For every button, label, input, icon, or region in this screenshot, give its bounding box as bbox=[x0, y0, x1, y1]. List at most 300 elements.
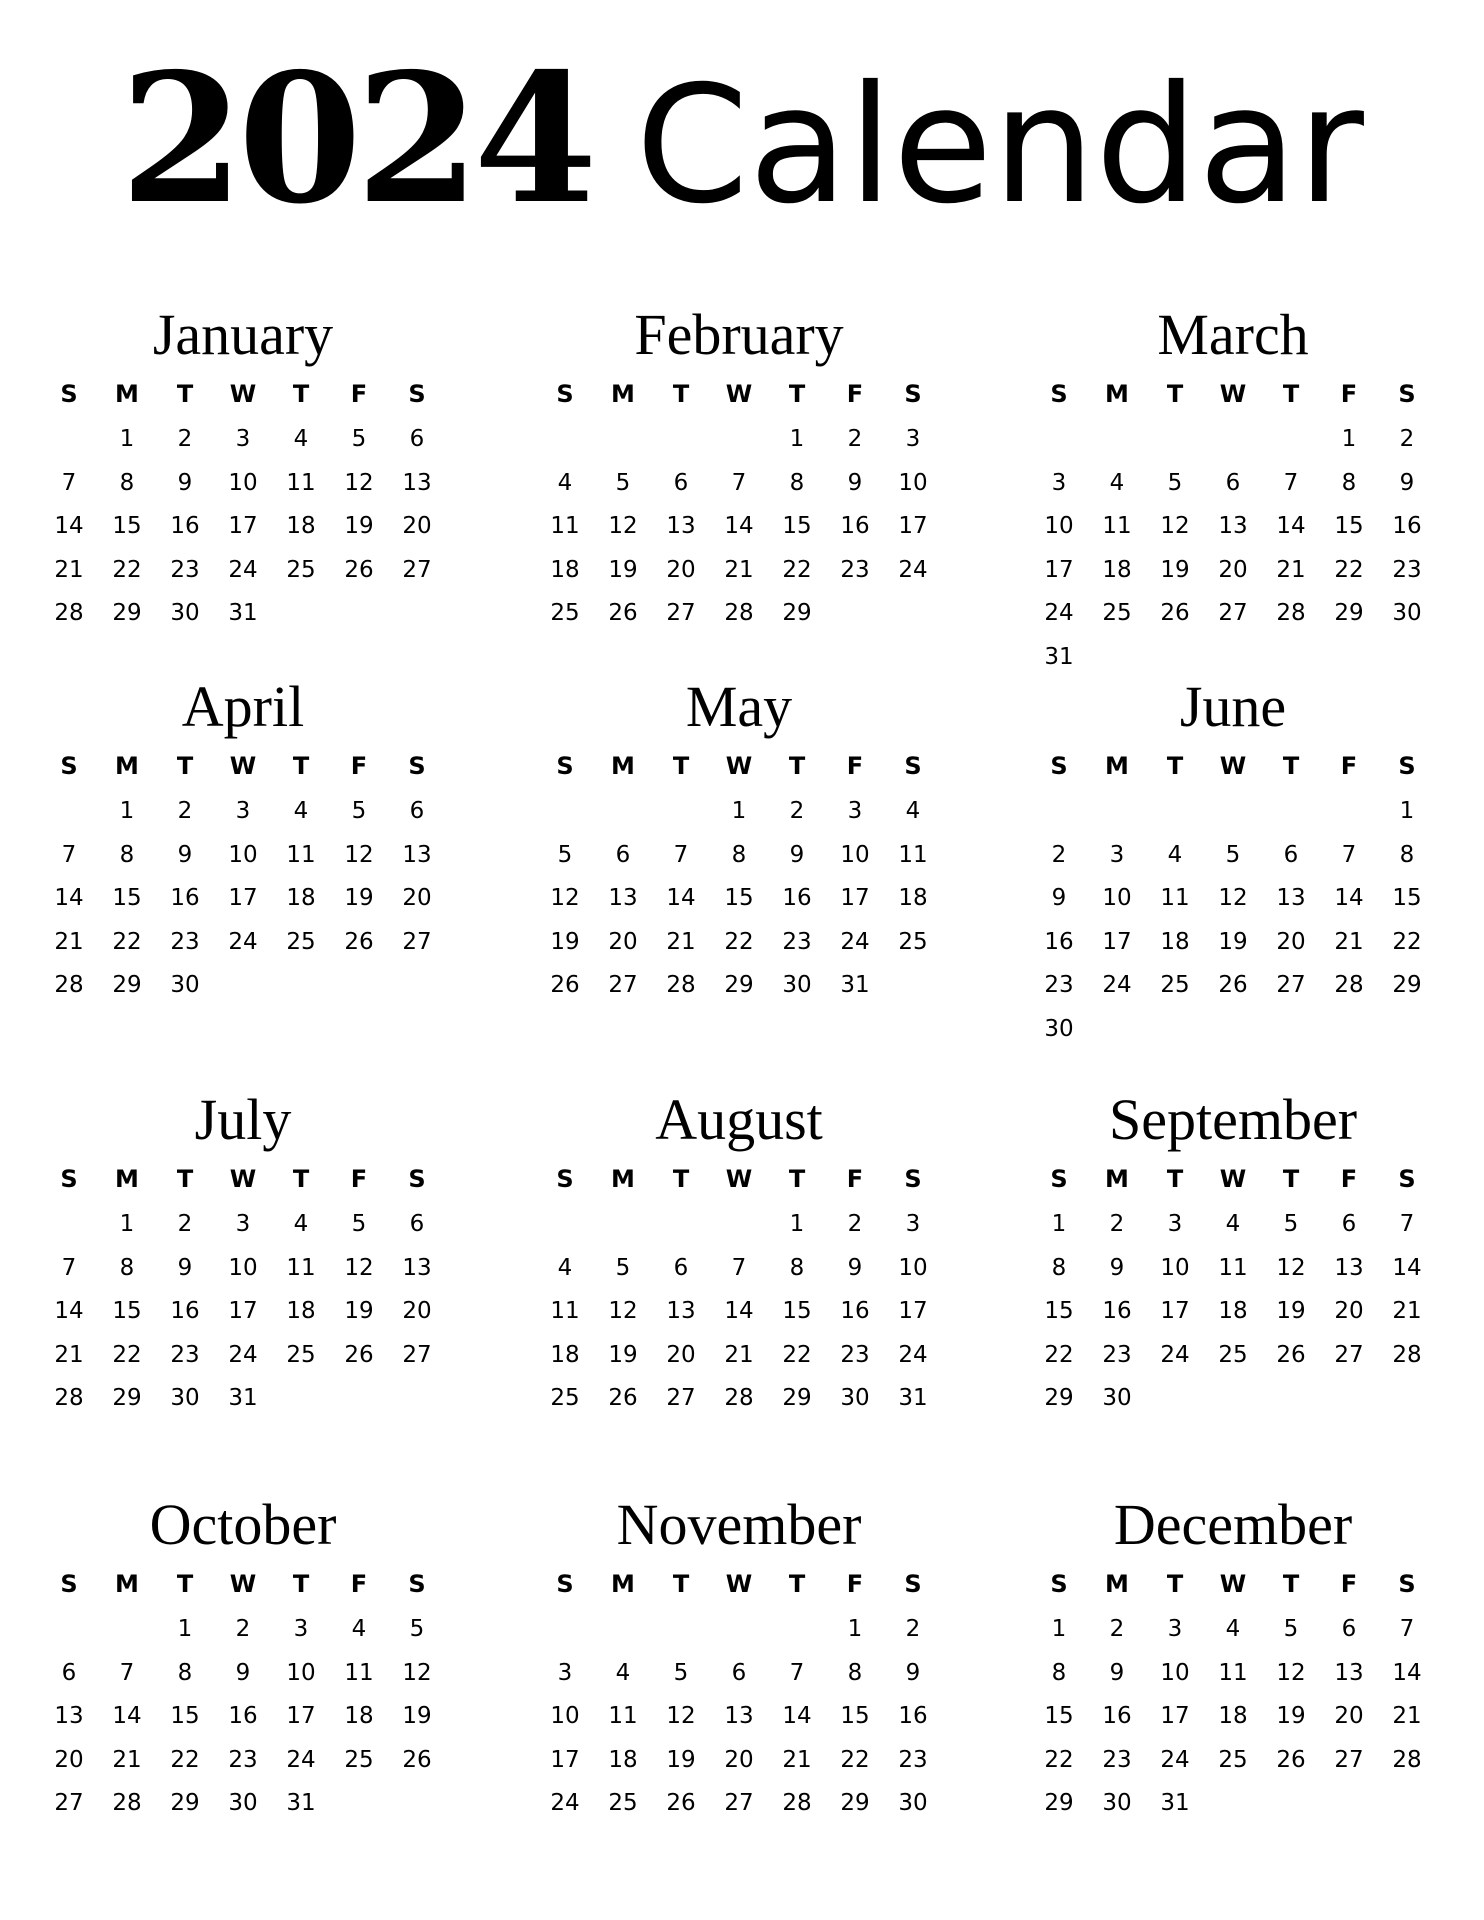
day-cell: 24 bbox=[1160, 1341, 1190, 1368]
day-cell: 2 bbox=[177, 426, 193, 452]
day-cell: 13 bbox=[54, 1703, 84, 1730]
day-cell: 31 bbox=[228, 1385, 258, 1412]
day-cell: 30 bbox=[782, 972, 812, 999]
day-cell: 10 bbox=[898, 1254, 928, 1281]
empty-day-cell bbox=[40, 790, 98, 834]
day-cell: 29 bbox=[724, 972, 754, 999]
day-cell: 5 bbox=[1283, 1616, 1299, 1642]
day-cell: 7 bbox=[673, 841, 689, 868]
weekday-header: M bbox=[611, 1165, 635, 1193]
day-cell: 25 bbox=[344, 1746, 374, 1773]
day-cell: 22 bbox=[1044, 1746, 1074, 1773]
day-cell: 4 bbox=[293, 1211, 309, 1237]
day-cell: 25 bbox=[898, 928, 928, 955]
day-cell: 15 bbox=[1044, 1703, 1074, 1730]
weekday-header: S bbox=[1050, 1570, 1068, 1598]
day-cell: 21 bbox=[1392, 1298, 1422, 1325]
day-cell: 15 bbox=[112, 885, 142, 912]
weekday-header: T bbox=[1282, 752, 1300, 780]
month-grid bbox=[536, 742, 942, 1008]
month-grid bbox=[1030, 1155, 1436, 1421]
day-cell: 29 bbox=[112, 972, 142, 999]
empty-day-cell bbox=[652, 1608, 710, 1652]
weekday-header: T bbox=[292, 380, 310, 408]
day-cell: 13 bbox=[1334, 1254, 1364, 1281]
weekday-header: T bbox=[292, 1570, 310, 1598]
empty-day-cell bbox=[594, 1203, 652, 1247]
day-cell: 29 bbox=[1044, 1385, 1074, 1412]
day-cell: 18 bbox=[550, 556, 580, 583]
day-cell: 27 bbox=[54, 1790, 84, 1817]
day-cell: 26 bbox=[550, 972, 580, 999]
weekday-header: W bbox=[1219, 752, 1247, 780]
empty-day-cell bbox=[1088, 790, 1146, 834]
weekday-header: F bbox=[846, 1570, 864, 1598]
day-cell: 27 bbox=[402, 928, 432, 955]
empty-day-cell bbox=[652, 790, 710, 834]
weekday-header: M bbox=[115, 1165, 139, 1193]
day-cell: 9 bbox=[789, 841, 805, 868]
day-cell: 23 bbox=[898, 1746, 928, 1773]
day-cell: 31 bbox=[1160, 1790, 1190, 1817]
month-grid bbox=[536, 1155, 942, 1421]
day-cell: 22 bbox=[112, 928, 142, 955]
day-cell: 9 bbox=[177, 469, 193, 496]
month-name: February bbox=[634, 302, 844, 367]
day-cell: 24 bbox=[550, 1790, 580, 1817]
day-cell: 28 bbox=[1392, 1341, 1422, 1368]
day-cell: 26 bbox=[344, 556, 374, 583]
day-cell: 1 bbox=[789, 426, 805, 452]
weekday-header: F bbox=[1340, 1570, 1358, 1598]
day-cell: 16 bbox=[782, 885, 812, 912]
month-name: March bbox=[1157, 302, 1309, 367]
day-cell: 15 bbox=[1392, 885, 1422, 912]
day-cell: 29 bbox=[1334, 600, 1364, 627]
day-cell: 30 bbox=[898, 1790, 928, 1817]
day-cell: 23 bbox=[228, 1746, 258, 1773]
day-cell: 25 bbox=[1218, 1746, 1248, 1773]
day-cell: 5 bbox=[557, 841, 573, 868]
weekday-header: S bbox=[556, 1570, 574, 1598]
empty-day-cell bbox=[40, 1608, 98, 1652]
day-cell: 11 bbox=[1218, 1254, 1248, 1281]
weekday-header: S bbox=[60, 380, 78, 408]
day-cell: 6 bbox=[1225, 469, 1241, 496]
day-cell: 23 bbox=[1044, 972, 1074, 999]
empty-day-cell bbox=[1204, 790, 1262, 834]
day-cell: 14 bbox=[782, 1703, 812, 1730]
weekday-header: M bbox=[115, 752, 139, 780]
empty-day-cell bbox=[1146, 418, 1204, 462]
weekday-header: W bbox=[725, 380, 753, 408]
day-cell: 28 bbox=[782, 1790, 812, 1817]
day-cell: 20 bbox=[1334, 1703, 1364, 1730]
empty-day-cell bbox=[536, 1608, 594, 1652]
weekday-header: W bbox=[1219, 1165, 1247, 1193]
empty-day-cell bbox=[1320, 790, 1378, 834]
day-cell: 4 bbox=[1109, 469, 1125, 496]
day-cell: 12 bbox=[1160, 513, 1190, 540]
day-cell: 25 bbox=[286, 1341, 316, 1368]
day-cell: 1 bbox=[1341, 426, 1357, 452]
day-cell: 30 bbox=[840, 1385, 870, 1412]
empty-day-cell bbox=[1262, 418, 1320, 462]
day-cell: 17 bbox=[228, 1298, 258, 1325]
day-cell: 29 bbox=[782, 1385, 812, 1412]
day-cell: 3 bbox=[1109, 841, 1125, 868]
day-cell: 17 bbox=[1102, 928, 1132, 955]
weekday-header: F bbox=[1340, 1165, 1358, 1193]
day-cell: 22 bbox=[782, 1341, 812, 1368]
day-cell: 29 bbox=[112, 600, 142, 627]
day-cell: 28 bbox=[54, 972, 84, 999]
day-cell: 25 bbox=[1102, 600, 1132, 627]
weekday-header: M bbox=[611, 752, 635, 780]
day-cell: 26 bbox=[1218, 972, 1248, 999]
weekday-header: F bbox=[350, 1570, 368, 1598]
day-cell: 8 bbox=[789, 1254, 805, 1281]
day-cell: 28 bbox=[1334, 972, 1364, 999]
empty-day-cell bbox=[536, 1203, 594, 1247]
day-cell: 23 bbox=[1392, 556, 1422, 583]
weekday-header: M bbox=[1105, 1570, 1129, 1598]
month-name: January bbox=[152, 302, 334, 367]
day-cell: 13 bbox=[1218, 513, 1248, 540]
month-grid bbox=[1030, 742, 1436, 1052]
day-cell: 5 bbox=[1225, 841, 1241, 868]
weekday-header: S bbox=[556, 752, 574, 780]
day-cell: 17 bbox=[1044, 556, 1074, 583]
day-cell: 28 bbox=[54, 1385, 84, 1412]
day-cell: 29 bbox=[840, 1790, 870, 1817]
day-cell: 17 bbox=[1160, 1703, 1190, 1730]
weekday-header: S bbox=[60, 1570, 78, 1598]
day-cell: 9 bbox=[847, 469, 863, 496]
month-august bbox=[536, 1085, 942, 1421]
day-cell: 21 bbox=[54, 928, 84, 955]
day-cell: 11 bbox=[286, 841, 316, 868]
day-cell: 11 bbox=[1218, 1659, 1248, 1686]
day-cell: 24 bbox=[1044, 600, 1074, 627]
day-cell: 24 bbox=[228, 928, 258, 955]
weekday-header: W bbox=[725, 1570, 753, 1598]
day-cell: 7 bbox=[119, 1659, 135, 1686]
day-cell: 3 bbox=[905, 1211, 921, 1237]
weekday-header: W bbox=[1219, 380, 1247, 408]
day-cell: 27 bbox=[402, 556, 432, 583]
weekday-header: F bbox=[1340, 752, 1358, 780]
day-cell: 27 bbox=[1334, 1341, 1364, 1368]
day-cell: 3 bbox=[235, 1211, 251, 1237]
month-name: November bbox=[616, 1492, 862, 1557]
empty-day-cell bbox=[652, 418, 710, 462]
day-cell: 22 bbox=[724, 928, 754, 955]
day-cell: 1 bbox=[119, 426, 135, 452]
weekday-header: F bbox=[846, 1165, 864, 1193]
day-cell: 16 bbox=[840, 513, 870, 540]
month-name: May bbox=[685, 674, 793, 739]
weekday-header: W bbox=[229, 1165, 257, 1193]
day-cell: 19 bbox=[608, 1341, 638, 1368]
day-cell: 17 bbox=[1160, 1298, 1190, 1325]
day-cell: 14 bbox=[1276, 513, 1306, 540]
month-name: December bbox=[1113, 1492, 1353, 1557]
day-cell: 10 bbox=[228, 1254, 258, 1281]
day-cell: 13 bbox=[666, 513, 696, 540]
month-name: August bbox=[655, 1087, 823, 1152]
day-cell: 12 bbox=[608, 513, 638, 540]
day-cell: 3 bbox=[1051, 469, 1067, 496]
weekday-header: S bbox=[1050, 380, 1068, 408]
day-cell: 16 bbox=[1102, 1298, 1132, 1325]
day-cell: 8 bbox=[789, 469, 805, 496]
month-may bbox=[536, 672, 942, 1008]
day-cell: 25 bbox=[1160, 972, 1190, 999]
day-cell: 15 bbox=[1044, 1298, 1074, 1325]
day-cell: 18 bbox=[1102, 556, 1132, 583]
weekday-header: T bbox=[176, 380, 194, 408]
day-cell: 10 bbox=[1044, 513, 1074, 540]
empty-day-cell bbox=[1262, 790, 1320, 834]
day-cell: 1 bbox=[1051, 1616, 1067, 1642]
weekday-header: S bbox=[904, 380, 922, 408]
day-cell: 24 bbox=[286, 1746, 316, 1773]
day-cell: 2 bbox=[177, 798, 193, 824]
day-cell: 5 bbox=[615, 1254, 631, 1281]
weekday-header: M bbox=[115, 380, 139, 408]
day-cell: 1 bbox=[177, 1616, 193, 1642]
day-cell: 11 bbox=[1102, 513, 1132, 540]
day-cell: 16 bbox=[1102, 1703, 1132, 1730]
month-april bbox=[40, 672, 446, 1008]
month-name: September bbox=[1108, 1087, 1358, 1152]
day-cell: 17 bbox=[550, 1746, 580, 1773]
day-cell: 2 bbox=[789, 798, 805, 824]
day-cell: 3 bbox=[293, 1616, 309, 1642]
empty-day-cell bbox=[710, 418, 768, 462]
day-cell: 5 bbox=[1283, 1211, 1299, 1237]
day-cell: 15 bbox=[724, 885, 754, 912]
month-june bbox=[1030, 672, 1436, 1052]
month-grid bbox=[40, 370, 446, 636]
day-cell: 11 bbox=[898, 841, 928, 868]
day-cell: 25 bbox=[608, 1790, 638, 1817]
empty-day-cell bbox=[1030, 790, 1088, 834]
weekday-header: M bbox=[115, 1570, 139, 1598]
day-cell: 6 bbox=[409, 426, 425, 452]
day-cell: 11 bbox=[550, 513, 580, 540]
day-cell: 14 bbox=[54, 885, 84, 912]
day-cell: 14 bbox=[1392, 1254, 1422, 1281]
month-grid bbox=[40, 742, 446, 1008]
weekday-header: T bbox=[672, 380, 690, 408]
month-february bbox=[536, 300, 942, 636]
day-cell: 11 bbox=[286, 1254, 316, 1281]
day-cell: 5 bbox=[351, 1211, 367, 1237]
weekday-header: T bbox=[672, 1570, 690, 1598]
day-cell: 14 bbox=[54, 1298, 84, 1325]
day-cell: 31 bbox=[1044, 643, 1074, 670]
weekday-header: F bbox=[350, 1165, 368, 1193]
day-cell: 3 bbox=[847, 798, 863, 824]
weekday-header: S bbox=[556, 380, 574, 408]
weekday-header: T bbox=[176, 1570, 194, 1598]
day-cell: 1 bbox=[731, 798, 747, 824]
month-september bbox=[1030, 1085, 1436, 1421]
empty-day-cell bbox=[98, 1608, 156, 1652]
day-cell: 29 bbox=[170, 1790, 200, 1817]
day-cell: 9 bbox=[177, 1254, 193, 1281]
day-cell: 12 bbox=[344, 1254, 374, 1281]
day-cell: 26 bbox=[344, 1341, 374, 1368]
day-cell: 28 bbox=[1276, 600, 1306, 627]
day-cell: 26 bbox=[666, 1790, 696, 1817]
month-july bbox=[40, 1085, 446, 1421]
day-cell: 17 bbox=[228, 885, 258, 912]
weekday-header: M bbox=[1105, 1165, 1129, 1193]
weekday-header: S bbox=[408, 1570, 426, 1598]
day-cell: 2 bbox=[905, 1616, 921, 1642]
weekday-header: T bbox=[1282, 1165, 1300, 1193]
weekday-header: T bbox=[672, 752, 690, 780]
weekday-header: S bbox=[408, 752, 426, 780]
empty-day-cell bbox=[536, 418, 594, 462]
day-cell: 15 bbox=[840, 1703, 870, 1730]
day-cell: 12 bbox=[1276, 1659, 1306, 1686]
day-cell: 2 bbox=[1109, 1616, 1125, 1642]
day-cell: 22 bbox=[782, 556, 812, 583]
day-cell: 31 bbox=[228, 600, 258, 627]
month-grid bbox=[536, 370, 942, 636]
day-cell: 8 bbox=[731, 841, 747, 868]
day-cell: 8 bbox=[1051, 1659, 1067, 1686]
empty-day-cell bbox=[1204, 418, 1262, 462]
day-cell: 13 bbox=[666, 1298, 696, 1325]
day-cell: 27 bbox=[1334, 1746, 1364, 1773]
day-cell: 16 bbox=[170, 1298, 200, 1325]
day-cell: 2 bbox=[1051, 841, 1067, 868]
day-cell: 10 bbox=[228, 469, 258, 496]
month-grid bbox=[536, 1560, 942, 1826]
weekday-header: M bbox=[611, 1570, 635, 1598]
day-cell: 30 bbox=[1102, 1790, 1132, 1817]
day-cell: 26 bbox=[1276, 1746, 1306, 1773]
day-cell: 13 bbox=[1276, 885, 1306, 912]
weekday-header: W bbox=[725, 1165, 753, 1193]
day-cell: 26 bbox=[344, 928, 374, 955]
day-cell: 23 bbox=[170, 556, 200, 583]
day-cell: 14 bbox=[54, 513, 84, 540]
day-cell: 17 bbox=[840, 885, 870, 912]
day-cell: 16 bbox=[898, 1703, 928, 1730]
day-cell: 19 bbox=[550, 928, 580, 955]
day-cell: 28 bbox=[724, 600, 754, 627]
day-cell: 23 bbox=[1102, 1746, 1132, 1773]
title-year: 2024 bbox=[120, 34, 592, 243]
day-cell: 21 bbox=[666, 928, 696, 955]
day-cell: 25 bbox=[550, 1385, 580, 1412]
day-cell: 15 bbox=[782, 513, 812, 540]
day-cell: 4 bbox=[557, 1254, 573, 1281]
day-cell: 30 bbox=[1392, 600, 1422, 627]
month-name: April bbox=[181, 674, 305, 739]
day-cell: 12 bbox=[344, 469, 374, 496]
day-cell: 23 bbox=[840, 556, 870, 583]
day-cell: 19 bbox=[1218, 928, 1248, 955]
day-cell: 28 bbox=[112, 1790, 142, 1817]
day-cell: 31 bbox=[898, 1385, 928, 1412]
day-cell: 11 bbox=[608, 1703, 638, 1730]
month-grid bbox=[40, 1155, 446, 1421]
day-cell: 29 bbox=[112, 1385, 142, 1412]
weekday-header: T bbox=[1282, 1570, 1300, 1598]
day-cell: 20 bbox=[666, 1341, 696, 1368]
weekday-header: T bbox=[292, 1165, 310, 1193]
empty-day-cell bbox=[594, 418, 652, 462]
day-cell: 4 bbox=[293, 798, 309, 824]
day-cell: 24 bbox=[228, 556, 258, 583]
day-cell: 16 bbox=[840, 1298, 870, 1325]
day-cell: 13 bbox=[402, 1254, 432, 1281]
day-cell: 12 bbox=[666, 1703, 696, 1730]
day-cell: 25 bbox=[550, 600, 580, 627]
day-cell: 1 bbox=[119, 1211, 135, 1237]
day-cell: 23 bbox=[782, 928, 812, 955]
day-cell: 10 bbox=[840, 841, 870, 868]
day-cell: 14 bbox=[666, 885, 696, 912]
weekday-header: S bbox=[1398, 380, 1416, 408]
day-cell: 16 bbox=[170, 885, 200, 912]
day-cell: 28 bbox=[54, 600, 84, 627]
day-cell: 7 bbox=[61, 841, 77, 868]
day-cell: 9 bbox=[1109, 1659, 1125, 1686]
day-cell: 24 bbox=[898, 556, 928, 583]
day-cell: 3 bbox=[235, 426, 251, 452]
day-cell: 13 bbox=[402, 469, 432, 496]
weekday-header: T bbox=[672, 1165, 690, 1193]
day-cell: 20 bbox=[402, 513, 432, 540]
day-cell: 2 bbox=[235, 1616, 251, 1642]
day-cell: 16 bbox=[1392, 513, 1422, 540]
day-cell: 18 bbox=[550, 1341, 580, 1368]
day-cell: 9 bbox=[1399, 469, 1415, 496]
day-cell: 9 bbox=[847, 1254, 863, 1281]
weekday-header: S bbox=[904, 1570, 922, 1598]
day-cell: 6 bbox=[1283, 841, 1299, 868]
day-cell: 24 bbox=[898, 1341, 928, 1368]
day-cell: 2 bbox=[847, 426, 863, 452]
empty-day-cell bbox=[1088, 418, 1146, 462]
day-cell: 19 bbox=[344, 513, 374, 540]
day-cell: 19 bbox=[344, 1298, 374, 1325]
day-cell: 10 bbox=[1160, 1659, 1190, 1686]
day-cell: 30 bbox=[228, 1790, 258, 1817]
weekday-header: T bbox=[1166, 380, 1184, 408]
weekday-header: S bbox=[408, 380, 426, 408]
day-cell: 22 bbox=[1334, 556, 1364, 583]
month-grid bbox=[1030, 1560, 1436, 1826]
weekday-header: S bbox=[60, 1165, 78, 1193]
day-cell: 4 bbox=[1167, 841, 1183, 868]
day-cell: 20 bbox=[54, 1746, 84, 1773]
empty-day-cell bbox=[1146, 790, 1204, 834]
day-cell: 13 bbox=[1334, 1659, 1364, 1686]
day-cell: 6 bbox=[615, 841, 631, 868]
weekday-header: W bbox=[725, 752, 753, 780]
empty-day-cell bbox=[710, 1608, 768, 1652]
weekday-header: W bbox=[1219, 1570, 1247, 1598]
